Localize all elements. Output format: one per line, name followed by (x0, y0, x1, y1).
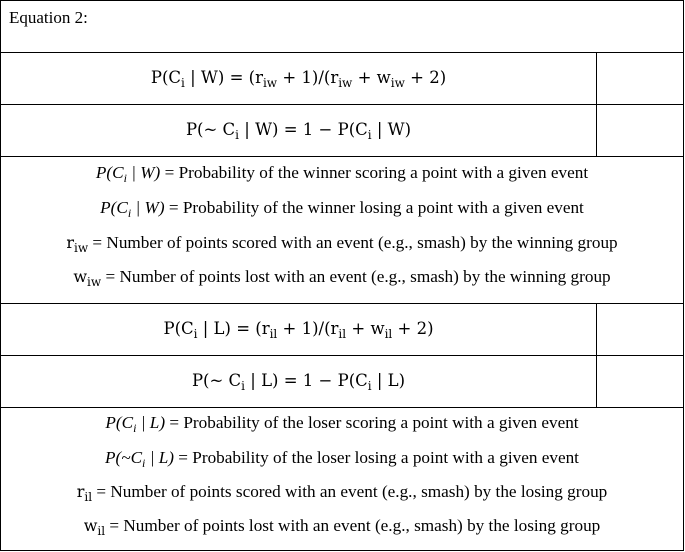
definition-term: $P(\sim C_i$ | L) (105, 448, 174, 470)
equation-loser-probability: $P(C_i$ | $L) = (r_{il} + 1)/(r_{il} + w_{il} + 2)$ (163, 318, 434, 341)
subscript: iw (390, 75, 405, 90)
subscript: iw (74, 241, 89, 255)
definition-term: $P(C_i$ | L) (105, 413, 166, 435)
definitions-loser (1, 408, 683, 552)
equation-cell (1, 53, 597, 104)
definition-text: = Number of points scored with an event (e.g., smash) by the losing group (92, 482, 608, 501)
definition-text: = Probability of the loser losing a point with a given event (174, 448, 579, 467)
subscript: iw (87, 275, 102, 289)
definition-text: = Number of points lost with an event (e.g., smash) by the losing group (105, 516, 601, 535)
definition-term: $P(C_i$ | W) (100, 198, 165, 220)
definition-text: = Number of points lost with an event (e.g., smash) by the winning group (101, 267, 611, 286)
definition-term: $w_{il}$ (83, 516, 106, 538)
definition-item (1, 163, 683, 186)
equation-cell (1, 105, 597, 156)
equation-winner-probability: $P(C_i$ | $W) = (r_{iw} + 1)/(r_{iw} + w_{iw} + 2)$ (150, 67, 447, 90)
definition-term: $w_{iw}$ (73, 267, 102, 289)
equation-loser-complement: P(~ $C_i$ | $L) = 1 - P(C_i$ | L) (191, 370, 406, 393)
title-row (1, 1, 683, 53)
subscript: iw (262, 75, 278, 90)
subscript: i (241, 378, 246, 393)
subscript: il (384, 326, 393, 341)
subscript: i (127, 206, 132, 220)
definition-item (1, 413, 683, 436)
definition-item (1, 233, 683, 255)
subscript: i (367, 378, 372, 393)
equation-row-winner-2 (1, 105, 683, 157)
definition-text: = Probability of the loser scoring a point with a given event (165, 413, 579, 432)
definitions-winner (1, 157, 683, 304)
equation-title: Equation 2: (9, 8, 88, 27)
definition-item (1, 516, 683, 538)
definition-item (1, 198, 683, 221)
subscript: i (181, 75, 185, 90)
subscript: i (367, 127, 372, 142)
definition-term: $r_{il}$ (76, 482, 93, 504)
definition-item (1, 267, 683, 289)
subscript: i (133, 421, 137, 435)
empty-cell (597, 53, 683, 104)
subscript: il (84, 490, 93, 504)
equation-row-loser-1 (1, 304, 683, 356)
equation-cell (1, 356, 597, 407)
empty-cell (597, 105, 683, 156)
definition-item (1, 482, 683, 504)
subscript: il (97, 524, 106, 538)
definition-text: = Number of points scored with an event (e.g., smash) by the winning group (88, 233, 618, 252)
empty-cell (597, 356, 683, 407)
equation-row-loser-2 (1, 356, 683, 408)
subscript: i (123, 171, 127, 185)
empty-cell (597, 304, 683, 355)
definition-item (1, 448, 683, 471)
definition-text: = Probability of the winner losing a point with a given event (164, 198, 584, 217)
equation-row-winner-1 (1, 53, 683, 105)
subscript: i (193, 326, 198, 341)
subscript: iw (338, 75, 353, 90)
equation-winner-complement: P(~ $C_i$ | $W) = 1 - P(C_i$ | W) (185, 119, 412, 142)
subscript: il (269, 326, 278, 341)
equation-cell (1, 304, 597, 355)
subscript: il (338, 326, 347, 341)
definition-term: $P(C_i$ | W) (95, 163, 161, 185)
subscript: i (235, 127, 240, 142)
definition-text: = Probability of the winner scoring a point with a given event (160, 163, 589, 182)
definition-term: $r_{iw}$ (66, 233, 89, 255)
subscript: i (142, 456, 146, 470)
